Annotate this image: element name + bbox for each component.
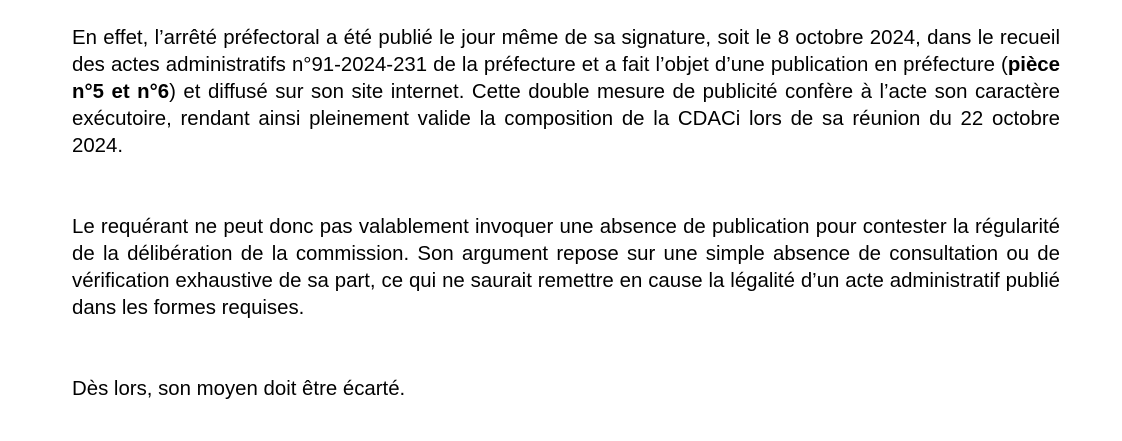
paragraph-requerant-argument: Le requérant ne peut donc pas valablement invoquer une absence de publication pour contester la régularité de la délibération de la commission. Son argument repose sur une simple absence de consultation ou de vérification exhaustive de sa part, ce qui ne saurait remettre en cause la légalité d’un acte administratif publié dans les formes requises. <box>72 216 1060 319</box>
paragraph-1-text-start: En effet, l’arrêté préfectoral a été publié le jour même de sa signature, soit le 8 octobre 2024, dans le recueil des actes administratifs n°91-2024-231 de la préfecture et a fait l’objet d’une publication en préfecture ( <box>72 27 1060 76</box>
paragraph-conclusion: Dès lors, son moyen doit être écarté. <box>72 378 406 400</box>
paragraph-1-text-end: ) et diffusé sur son site internet. Cette double mesure de publicité confère à l’acte son caractère exécutoire, rendant ainsi pleinement valide la composition de la CDACi lors de sa réunion du 22 octobre 2024. <box>72 81 1060 157</box>
piece-reference: pièce n°5 et n°6 <box>72 54 1060 103</box>
document-body <box>72 25 1060 403</box>
paragraph-publication-arrete <box>72 25 1060 160</box>
